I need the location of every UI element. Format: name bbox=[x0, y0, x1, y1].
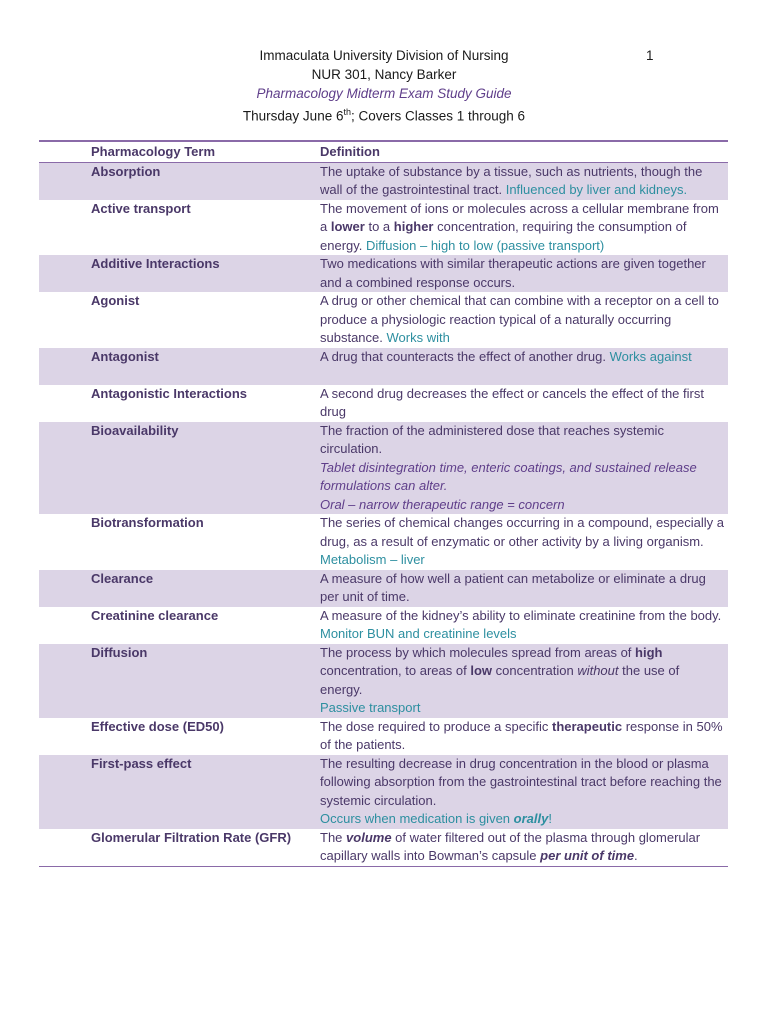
table-row bbox=[39, 718, 728, 755]
term-note: Passive transport bbox=[320, 700, 421, 715]
term-label: Antagonistic Interactions bbox=[91, 385, 248, 401]
term-label: Effective dose (ED50) bbox=[91, 718, 224, 734]
term-definition: The resulting decrease in drug concentration in the blood or plasma following absorption from the gastrointestinal tract before reaching the systemic circulation. Occurs when medication is given orally! bbox=[320, 755, 728, 829]
term-label: Active transport bbox=[91, 200, 191, 216]
course-line: NUR 301, Nancy Barker bbox=[311, 67, 457, 82]
column-header-definition: Definition bbox=[320, 141, 728, 162]
table-row bbox=[39, 200, 728, 256]
term-label: Clearance bbox=[39, 570, 320, 607]
table-row bbox=[39, 570, 728, 607]
term-note: Influenced by liver and kidneys. bbox=[505, 182, 688, 197]
table-row bbox=[39, 348, 728, 385]
term-definition: A measure of the kidney’s ability to eliminate creatinine from the body. Monitor BUN and creatinine levels bbox=[320, 607, 728, 644]
table-row bbox=[39, 607, 728, 644]
term-note: Occurs when medication is given orally! bbox=[320, 811, 552, 826]
table-row bbox=[39, 385, 728, 422]
term-label: Biotransformation bbox=[91, 515, 204, 530]
table-row bbox=[39, 829, 728, 867]
term-label: Bioavailability bbox=[39, 422, 320, 515]
term-note: Oral – narrow therapeutic range = concern bbox=[320, 496, 565, 512]
table-row bbox=[39, 162, 728, 200]
term-note: Metabolism – liver bbox=[320, 552, 425, 567]
term-definition: The process by which molecules spread from areas of high concentration, to areas of low concentration without the use of energy. Passive transport bbox=[320, 644, 728, 718]
term-definition: The series of chemical changes occurring in a compound, especially a drug, as a result of enzymatic or other activity by a living organism. Metabolism – liver bbox=[320, 514, 728, 570]
page-number: 1 bbox=[646, 48, 654, 63]
term-note: Works with bbox=[386, 330, 450, 345]
table-row bbox=[39, 514, 728, 570]
term-note: Works against bbox=[609, 348, 692, 364]
term-note: Diffusion – high to low (passive transport) bbox=[366, 237, 605, 253]
term-definition: The movement of ions or molecules across a cellular membrane from a lower to a higher concentration, requiring the consumption of energy. Diffusion – high to low (passive transport) bbox=[320, 200, 719, 253]
term-definition: The dose required to produce a specific therapeutic response in 50% of the patients. bbox=[320, 718, 723, 752]
table-row bbox=[39, 255, 728, 292]
term-definition: A drug that counteracts the effect of another drug. Works against bbox=[320, 348, 728, 385]
term-definition: The volume of water filtered out of the plasma through glomerular capillary walls into Bowman’s capsule per unit of time. bbox=[320, 829, 701, 863]
column-header-term: Pharmacology Term bbox=[39, 141, 320, 162]
term-label: First-pass effect bbox=[39, 755, 320, 829]
term-label: Glomerular Filtration Rate (GFR) bbox=[91, 829, 292, 845]
term-label: Creatinine clearance bbox=[91, 607, 219, 623]
term-definition: Two medications with similar therapeutic actions are given together and a combined response occurs. bbox=[320, 255, 728, 292]
term-definition: The uptake of substance by a tissue, such as nutrients, though the wall of the gastrointestinal tract. Influenced by liver and kidneys. bbox=[320, 162, 728, 200]
term-label: Absorption bbox=[39, 162, 320, 200]
institution-line: Immaculata University Division of Nursing bbox=[259, 48, 509, 63]
term-note: Tablet disintegration time, enteric coatings, and sustained release formulations can alter. bbox=[320, 459, 697, 493]
date-line: Thursday June 6th; Covers Classes 1 through 6 bbox=[242, 107, 526, 124]
term-label: Diffusion bbox=[39, 644, 320, 718]
table-header-row bbox=[39, 141, 728, 162]
terms-table bbox=[39, 140, 728, 867]
term-label: Antagonist bbox=[39, 348, 320, 385]
term-note: Monitor BUN and creatinine levels bbox=[320, 626, 517, 641]
term-label: Agonist bbox=[91, 293, 140, 308]
term-definition: A second drug decreases the effect or cancels the effect of the first drug bbox=[320, 385, 704, 419]
term-definition: A drug or other chemical that can combine with a receptor on a cell to produce a physiologic reaction typical of a naturally occurring substance. Works with bbox=[320, 293, 719, 345]
table-row bbox=[39, 292, 728, 348]
table-row bbox=[39, 755, 728, 829]
term-definition: The fraction of the administered dose that reaches systemic circulation. Tablet disintegration time, enteric coatings, and sustained release formulations can alter. Oral – narrow therapeutic range = concern bbox=[320, 422, 728, 515]
document-subtitle: Pharmacology Midterm Exam Study Guide bbox=[256, 86, 512, 101]
term-label: Additive Interactions bbox=[39, 255, 320, 292]
table-row bbox=[39, 644, 728, 718]
table-row bbox=[39, 422, 728, 515]
term-definition: A measure of how well a patient can metabolize or eliminate a drug per unit of time. bbox=[320, 570, 728, 607]
